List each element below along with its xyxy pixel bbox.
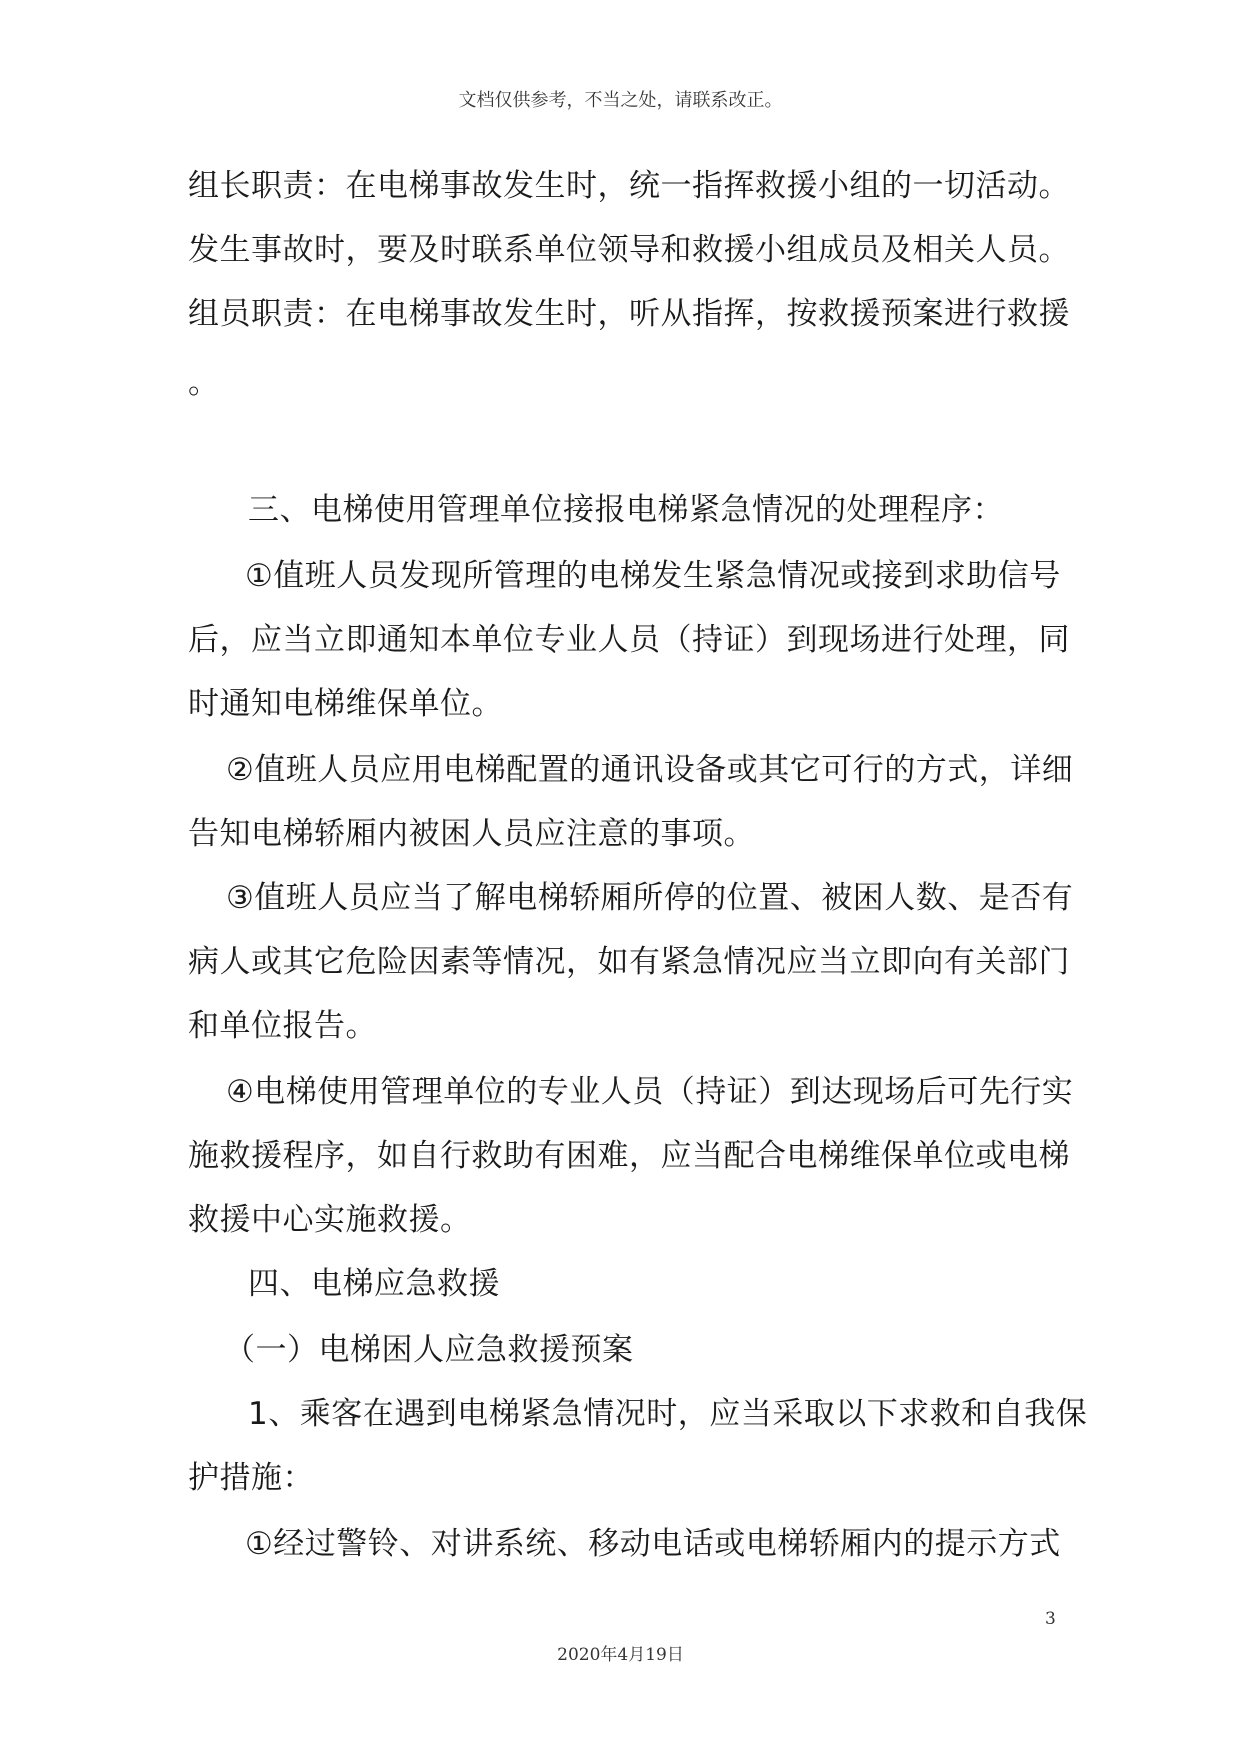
paragraph-line: ②值班人员应用电梯配置的通讯设备或其它可行的方式，详细 [226, 752, 1074, 788]
paragraph-line: 病人或其它危险因素等情况，如有紧急情况应当立即向有关部门 [188, 944, 1070, 980]
paragraph-line: 护措施： [188, 1460, 314, 1496]
paragraph-line: 告知电梯轿厢内被困人员应注意的事项。 [188, 816, 755, 852]
section-heading-3: 三、电梯使用管理单位接报电梯紧急情况的处理程序： [248, 492, 1004, 528]
paragraph-line: 1、乘客在遇到电梯紧急情况时，应当采取以下求救和自我保 [248, 1396, 1088, 1432]
paragraph-line: 后，应当立即通知本单位专业人员（持证）到现场进行处理，同 [188, 622, 1070, 658]
page-footer-date: 2020年4月19日 [557, 1645, 684, 1665]
page-number: 3 [1045, 1609, 1056, 1629]
page-header-notice: 文档仅供参考，不当之处，请联系改正。 [458, 90, 783, 111]
paragraph-line: ③值班人员应当了解电梯轿厢所停的位置、被困人数、是否有 [226, 880, 1074, 916]
paragraph-line: 。 [188, 365, 220, 401]
section-heading-4: 四、电梯应急救援 [248, 1266, 500, 1302]
paragraph-line: 时通知电梯维保单位。 [188, 686, 503, 722]
paragraph-line: ④电梯使用管理单位的专业人员（持证）到达现场后可先行实 [226, 1074, 1074, 1110]
paragraph-line: 发生事故时，要及时联系单位领导和救援小组成员及相关人员。 [188, 232, 1070, 268]
paragraph-line: 组员职责：在电梯事故发生时，听从指挥，按救援预案进行救援 [188, 296, 1070, 332]
paragraph-line: ①经过警铃、对讲系统、移动电话或电梯轿厢内的提示方式 [245, 1526, 1061, 1562]
subsection-heading: （一）电梯困人应急救援预案 [224, 1332, 634, 1368]
paragraph-line: 施救援程序，如自行救助有困难，应当配合电梯维保单位或电梯 [188, 1138, 1070, 1174]
paragraph-line: 救援中心实施救援。 [188, 1202, 472, 1238]
paragraph-line: 组长职责：在电梯事故发生时，统一指挥救援小组的一切活动。 [188, 168, 1070, 204]
paragraph-line: 和单位报告。 [188, 1008, 377, 1044]
paragraph-line: ①值班人员发现所管理的电梯发生紧急情况或接到求助信号 [245, 558, 1061, 594]
